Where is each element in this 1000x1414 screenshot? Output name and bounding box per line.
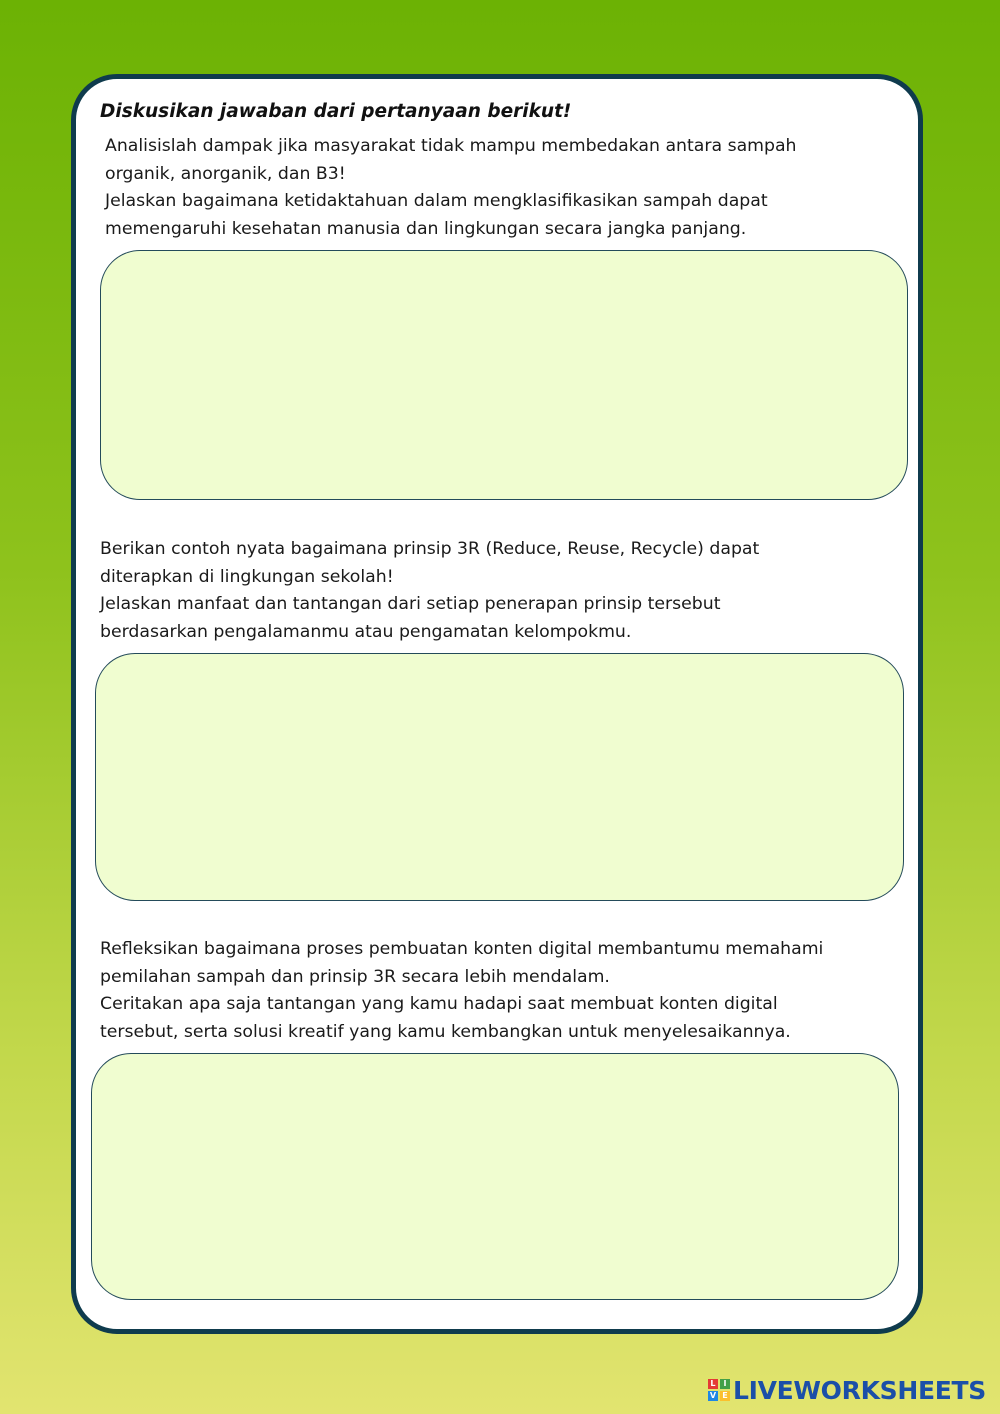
logo-letter-e: E bbox=[720, 1391, 730, 1401]
logo-letter-v: V bbox=[709, 1391, 717, 1400]
question-2-line-2: diterapkan di lingkungan sekolah! bbox=[100, 566, 394, 587]
answer-box-3[interactable] bbox=[91, 1053, 899, 1300]
question-2-line-3: Jelaskan manfaat dan tantangan dari setiap penerapan prinsip tersebut bbox=[100, 594, 721, 615]
answer-box-2[interactable] bbox=[95, 653, 904, 901]
question-3-line-3: Ceritakan apa saja tantangan yang kamu hadapi saat membuat konten digital bbox=[100, 994, 778, 1015]
question-3-line-2: pemilahan sampah dan prinsip 3R secara lebih mendalam. bbox=[100, 966, 610, 987]
question-1-line-2: organik, anorganik, dan B3! bbox=[105, 163, 346, 184]
question-2-line-4: berdasarkan pengalamanmu atau pengamatan kelompokmu. bbox=[100, 621, 632, 642]
liveworksheets-logo-text: LIVEWORKSHEETS bbox=[732, 1375, 986, 1405]
question-2-line-1: Berikan contoh nyata bagaimana prinsip 3R (Reduce, Reuse, Recycle) dapat bbox=[100, 539, 760, 559]
question-2-text bbox=[100, 536, 899, 646]
logo-letter-l: L bbox=[708, 1379, 718, 1389]
question-1-line-1: Analisislah dampak jika masyarakat tidak mampu membedakan antara sampah bbox=[105, 136, 797, 156]
liveworksheets-logo-icon bbox=[708, 1379, 730, 1401]
question-1-line-4: memengaruhi kesehatan manusia dan lingkungan secara jangka panjang. bbox=[105, 218, 747, 239]
liveworksheets-logo[interactable] bbox=[708, 1373, 986, 1407]
question-3-line-4: tersebut, serta solusi kreatif yang kamu kembangkan untuk menyelesaikannya. bbox=[100, 1021, 791, 1042]
question-1-line-3: Jelaskan bagaimana ketidaktahuan dalam mengklasifikasikan sampah dapat bbox=[105, 191, 768, 212]
question-1-text bbox=[105, 133, 904, 243]
question-3-line-1: Refleksikan bagaimana proses pembuatan konten digital membantumu memahami bbox=[100, 939, 824, 959]
answer-box-1[interactable] bbox=[100, 250, 908, 500]
logo-letter-i: I bbox=[720, 1379, 730, 1389]
worksheet-heading: Diskusikan jawaban dari pertanyaan berikut! bbox=[100, 101, 572, 122]
question-3-text bbox=[100, 936, 899, 1046]
